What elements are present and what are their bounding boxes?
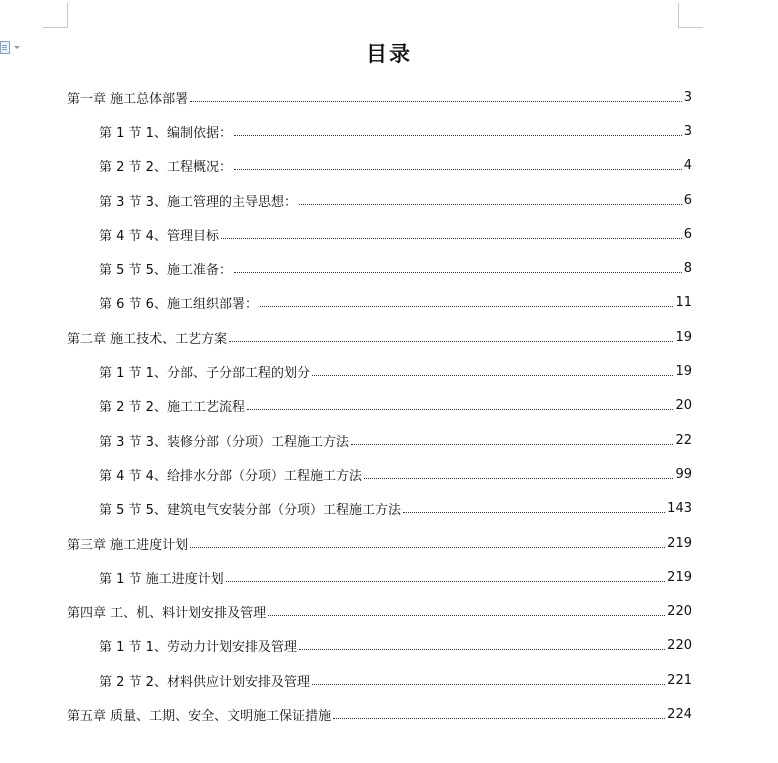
toc-entry-label: 第 1 节 1、劳动力计划安排及管理 [99, 640, 297, 656]
toc-section-entry[interactable] [67, 389, 692, 423]
toc-page-number: 220 [667, 604, 692, 620]
toc-page-number: 143 [667, 501, 692, 517]
toc-entry-label: 第 3 节 3、装修分部（分项）工程施工方法 [99, 434, 349, 450]
toc-entry-label: 第 4 节 4、管理目标 [99, 228, 219, 244]
toc-section-entry[interactable] [67, 114, 692, 148]
dot-leader [234, 169, 682, 170]
toc-entry-label: 第一章 施工总体部署 [67, 91, 189, 107]
toc-page-number: 219 [667, 569, 692, 585]
toc-page-number: 4 [683, 158, 692, 174]
toc-entry-label: 第 5 节 5、建筑电气安装分部（分项）工程施工方法 [99, 503, 401, 519]
toc-section-entry[interactable] [67, 492, 692, 526]
toc-page-number: 220 [667, 638, 692, 654]
toc-page-number: 6 [683, 192, 692, 208]
toc-chapter-entry[interactable] [67, 594, 692, 628]
toc-page-number: 22 [675, 432, 692, 448]
toc-section-entry[interactable] [67, 251, 692, 285]
toc-page-number: 19 [675, 329, 692, 345]
dot-leader [299, 649, 665, 650]
toc-page-number: 8 [683, 261, 692, 277]
toc-entry-label: 第四章 工、机、料计划安排及管理 [67, 606, 267, 622]
dot-leader [190, 547, 665, 548]
dot-leader [333, 718, 665, 719]
toc-chapter-entry[interactable] [67, 526, 692, 560]
dot-leader [312, 684, 665, 685]
toc-section-entry[interactable] [67, 663, 692, 697]
toc-page-number: 20 [675, 398, 692, 414]
toc-entry-label: 第 1 节 1、编制依据： [99, 125, 232, 141]
toc-section-entry[interactable] [67, 217, 692, 251]
toc-entry-label: 第 2 节 2、工程概况： [99, 160, 232, 176]
toc-entry-label: 第三章 施工进度计划 [67, 537, 189, 553]
toc-page-number: 11 [675, 295, 692, 311]
table-of-contents [67, 80, 692, 732]
toc-page-number: 19 [675, 364, 692, 380]
toc-entry-label: 第 2 节 2、材料供应计划安排及管理 [99, 674, 310, 690]
dot-leader [226, 581, 666, 582]
page-corner-mark-top-right [678, 3, 703, 28]
toc-section-entry[interactable] [67, 560, 692, 594]
toc-section-entry[interactable] [67, 149, 692, 183]
toc-section-entry[interactable] [67, 457, 692, 491]
dot-leader [312, 375, 674, 376]
toc-section-entry[interactable] [67, 354, 692, 388]
toc-chapter-entry[interactable] [67, 320, 692, 354]
toc-chapter-entry[interactable] [67, 697, 692, 731]
toc-entry-label: 第 4 节 4、给排水分部（分项）工程施工方法 [99, 468, 362, 484]
dot-leader [229, 341, 673, 342]
dot-leader [351, 444, 674, 445]
toc-title: 目录 [366, 41, 412, 66]
toc-entry-label: 第 1 节 1、分部、子分部工程的划分 [99, 366, 310, 382]
dot-leader [234, 135, 682, 136]
toc-entry-label: 第五章 质量、工期、安全、文明施工保证措施 [67, 708, 332, 724]
toc-page-number: 224 [667, 706, 692, 722]
dot-leader [221, 238, 682, 239]
dot-leader [190, 101, 682, 102]
toc-page-number: 221 [667, 672, 692, 688]
toc-entry-label: 第 6 节 6、施工组织部署： [99, 297, 258, 313]
page-corner-mark-top-left [43, 3, 68, 28]
toc-page-number: 3 [683, 89, 692, 105]
dot-leader [403, 512, 665, 513]
toc-entry-label: 第 2 节 2、施工工艺流程 [99, 400, 245, 416]
toc-entry-label: 第 3 节 3、施工管理的主导思想： [99, 194, 297, 210]
dot-leader [364, 478, 674, 479]
toc-section-entry[interactable] [67, 286, 692, 320]
toc-page-number: 6 [683, 226, 692, 242]
dot-leader [268, 615, 665, 616]
dot-leader [234, 272, 682, 273]
dot-leader [260, 306, 674, 307]
toc-entry-label: 第 5 节 5、施工准备： [99, 263, 232, 279]
toc-entry-label: 第二章 施工技术、工艺方案 [67, 331, 228, 347]
toc-chapter-entry[interactable] [67, 80, 692, 114]
toc-section-entry[interactable] [67, 423, 692, 457]
toc-page-number: 3 [683, 123, 692, 139]
toc-section-entry[interactable] [67, 629, 692, 663]
dot-leader [247, 409, 674, 410]
toc-page-number: 219 [667, 535, 692, 551]
toc-page-number: 99 [675, 466, 692, 482]
toc-entry-label: 第 1 节 施工进度计划 [99, 571, 224, 587]
toc-section-entry[interactable] [67, 183, 692, 217]
dot-leader [299, 204, 682, 205]
